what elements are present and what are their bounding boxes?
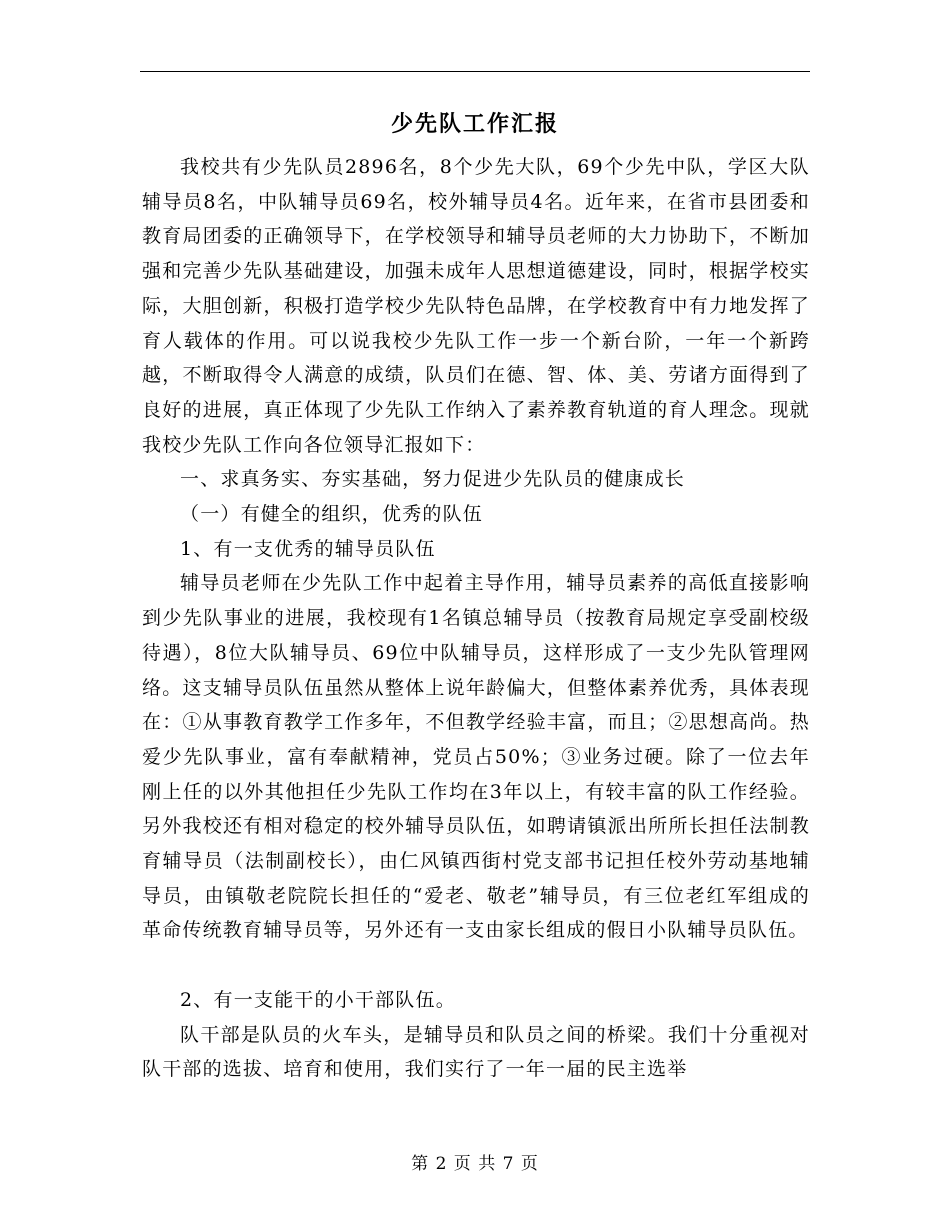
heading-subsection-1: （一）有健全的组织，优秀的队伍	[180, 503, 484, 526]
page-footer: 第 2 页 共 7 页	[411, 1154, 539, 1174]
document-body	[142, 150, 810, 1087]
blank-line	[142, 948, 810, 983]
header-rule	[140, 71, 810, 72]
page-title: 少先队工作汇报	[390, 111, 559, 137]
paragraph-counselors: 辅导员老师在少先队工作中起着主导作用，辅导员素养的高低直接影响到少先队事业的进展，我校现有1名镇总辅导员（按教育局规定享受副校级待遇），8位大队辅导员、69位中队辅导员，这样形成了一支少先队管理网络。这支辅导员队伍虽然从整体上说年龄偏大，但整体素养优秀，具体表现在：①从事教育教学工作多年，不但教学经验丰富，而且；②思想高尚。热爱少先队事业，富有奉献精神，党员占50%；③业务过硬。除了一位去年刚上任的以外其他担任少先队工作均在3年以上，有较丰富的队工作经验。另外我校还有相对稳定的校外辅导员队伍，如聘请镇派出所所长担任法制教育辅导员（法制副校长），由仁风镇西街村党支部书记担任校外劳动基地辅导员，由镇敬老院院长担任的“爱老、敬老”辅导员，有三位老红军组成的革命传统教育辅导员等，另外还有一支由家长组成的假日小队辅导员队伍。	[142, 572, 810, 942]
heading-section-1: 一、求真务实、夯实基础，努力促进少先队员的健康成长	[180, 468, 686, 491]
paragraph-cadres: 队干部是队员的火车头，是辅导员和队员之间的桥梁。我们十分重视对队干部的选拔、培育和使用，我们实行了一年一届的民主选举	[142, 1023, 810, 1081]
heading-item-2: 2、有一支能干的小干部队伍。	[180, 988, 456, 1011]
paragraph-intro: 我校共有少先队员2896名，8个少先大队，69个少先中队，学区大队辅导员8名，中队辅导员69名，校外辅导员4名。近年来，在省市县团委和教育局团委的正确领导下，在学校领导和辅导员老师的大力协助下，不断加强和完善少先队基础建设，加强未成年人思想道德建设，同时，根据学校实际，大胆创新，积极打造学校少先队特色品牌，在学校教育中有力地发挥了育人载体的作用。可以说我校少先队工作一步一个新台阶，一年一个新跨越，不断取得令人满意的成绩，队员们在德、智、体、美、劳诸方面得到了良好的进展，真正体现了少先队工作纳入了素养教育轨道的育人理念。现就我校少先队工作向各位领导汇报如下：	[142, 156, 810, 456]
heading-item-1: 1、有一支优秀的辅导员队伍	[180, 537, 436, 560]
